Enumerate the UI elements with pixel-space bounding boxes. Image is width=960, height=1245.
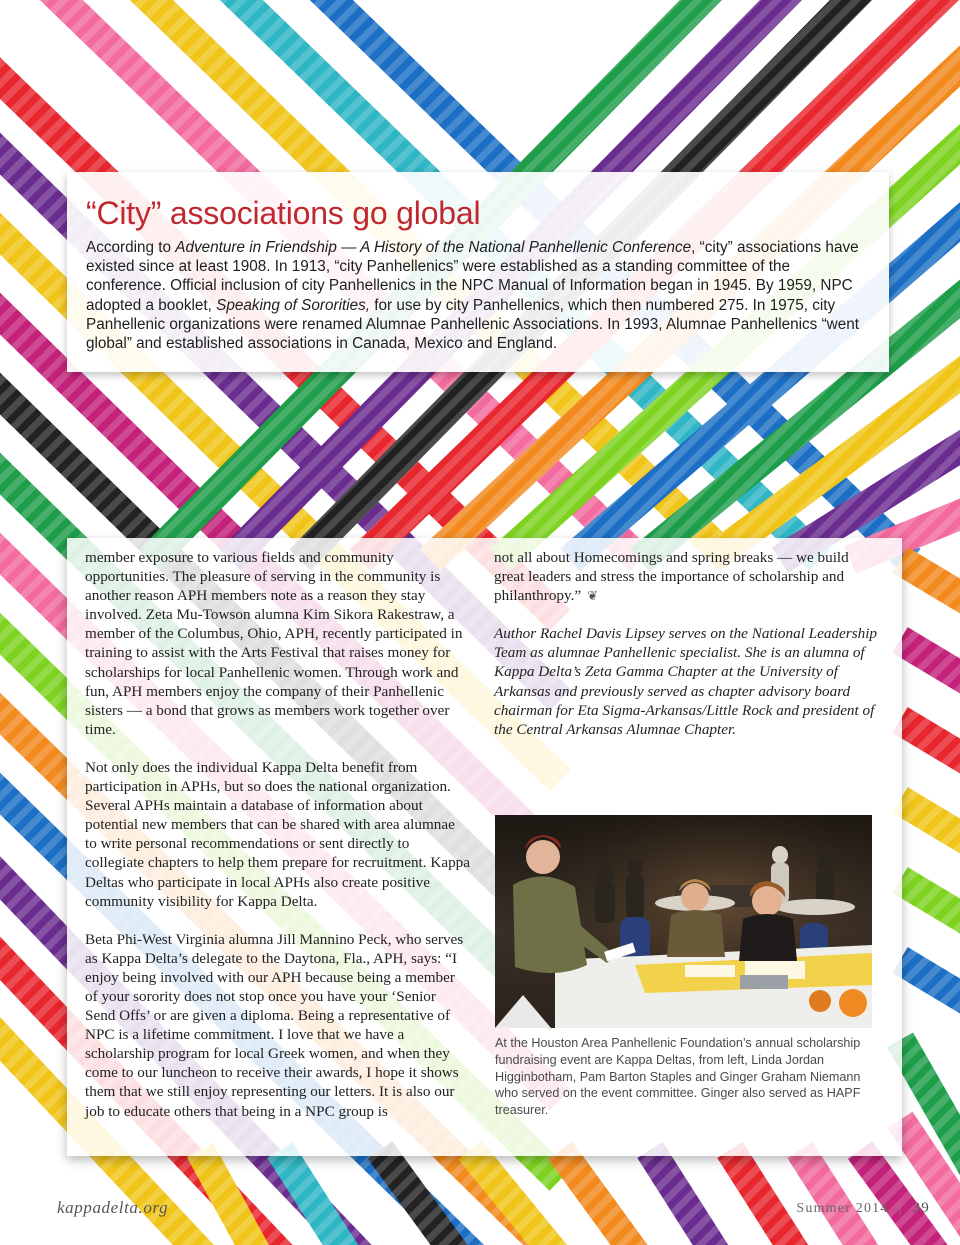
photo-caption: At the Houston Area Panhellenic Foundation’s annual scholarship fundraising event are Kappa Deltas, from left, Linda Jordan Higginbotham, Pam Barton Staples and Ginger Graham Niemann who served on the event committee. Ginger also served as HAPF treasurer. <box>495 1036 861 1118</box>
rope-braid-texture <box>900 560 960 620</box>
sidebar-text: , “city” associations have existed since at least 1908. In 1913, “city Panhellenics” were established as a standing committee of the conference. Official inclusion of city Panhellenics in the NPC Manual of Information began in 1945. By 1959, NPC adopted a booklet, <box>86 239 859 314</box>
rope-braid-texture <box>650 1150 720 1245</box>
sidebar-text: According to <box>86 239 176 256</box>
article-left-column <box>85 548 470 1140</box>
article-paragraph: Beta Phi-West Virginia alumna Jill Mannino Peck, who serves as Kappa Delta’s delegate to the Daytona, Fla., APH, says: “I enjoy being involved with our APH because being a member of your sorority does not stop once you have your ‘Senior Send Offs’ or are given a diploma. Being a representative of NPC is a lifetime commitment. I love that we have a scholarship program for local Greek women, and when they come to our luncheon to receive their awards, I hope it shows them that we still enjoy representing our letters. It is also our job to educate others that being in a NPC group is <box>85 930 464 1120</box>
sidebar-title: “City” associations go global <box>86 195 481 231</box>
footer-separator: | <box>898 1201 903 1216</box>
page-number: 39 <box>912 1200 930 1216</box>
event-photo-image <box>495 815 872 1028</box>
rope-braid-texture <box>900 880 960 940</box>
sidebar-italic-title: Speaking of Sororities, <box>216 296 371 314</box>
sidebar-text: for use by city Panhellenics, which then numbered 275. In 1975, city Panhellenic organizations were renamed Alumnae Panhellenic Associations. In 1993, Alumnae Panhellenics “went global” and established associations in Canada, Mexico and England. <box>86 296 859 353</box>
article-closing-quote <box>494 548 879 605</box>
rope-braid-texture <box>200 1150 260 1245</box>
article-panel <box>67 538 902 1156</box>
footer-issue-info <box>796 1200 930 1217</box>
rope-braid-texture <box>900 640 960 700</box>
event-photo <box>495 815 872 1028</box>
rope-braid-texture <box>560 1150 640 1245</box>
city-associations-sidebar <box>67 172 889 372</box>
footer-website: kappadelta.org <box>57 1198 169 1217</box>
author-bio: Author Rachel Davis Lipsey serves on the National Leadership Team as alumnae Panhellenic specialist. She is an alumna of Kappa Delta’s Zeta Gamma Chapter at the University of Arkansas and previously served as chapter advisory board chairman for Eta Sigma-Arkansas/Little Rock and president of the Central Arkansas Alumnae Chapter. <box>494 625 878 738</box>
issue-label: Summer 2014 <box>796 1201 889 1216</box>
end-mark-icon: ❦ <box>587 588 599 604</box>
article-paragraph: member exposure to various fields and community opportunities. The pleasure of serving in the community is another reason APH members note as a reason they stay involved. Zeta Mu-Towson alumna Kim Sikora Rakestraw, a member of the Columbus, Ohio, APH, recently participated in training to assist with the Arts Festival that raises money for scholarships for local Panhellenic women. Through work and fun, APH members enjoy the company of their Panhellenic sisters — a bond that grows as members work together over time. <box>85 549 463 738</box>
closing-quote-text: not all about Homecomings and spring breaks — we build great leaders and stress the importance of scholarship and philanthropy.” <box>494 549 849 605</box>
sidebar-body <box>86 238 871 353</box>
rope-braid-texture <box>900 720 960 780</box>
rope-braid-texture <box>900 960 960 1020</box>
sidebar-italic-title: Adventure in Friendship — A History of the National Panhellenic Conference <box>175 239 692 256</box>
rope-braid-texture <box>730 1150 800 1245</box>
rope-braid-texture <box>900 800 960 860</box>
article-paragraph: Not only does the individual Kappa Delta benefit from participation in APHs, but so does the national organization. Several APHs maintain a database of information about potential new members that can be shared with area alumnae to write personal recommendations or sent directly to collegiate chapters to help them prepare for recruitment. Kappa Deltas who participate in local APHs also create positive community visibility for Kappa Delta. <box>85 758 470 910</box>
article-right-column <box>494 548 879 758</box>
